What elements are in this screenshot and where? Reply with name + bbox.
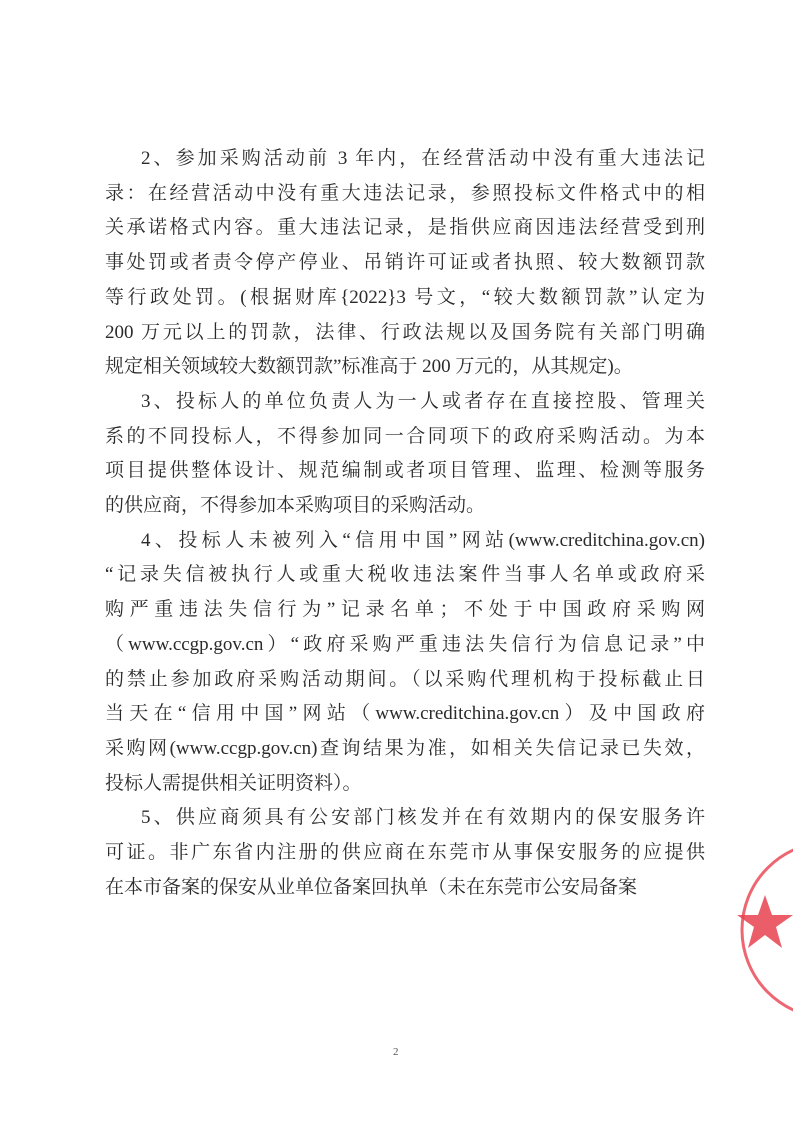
paragraph-line: 5、供应商须具有公安部门核发并在有效期内的保安服务许 [141, 807, 705, 829]
paragraph-line: 的禁止参加政府采购活动期间。（以采购代理机构于投标截止日 [105, 668, 705, 690]
paragraph-line: 关承诺格式内容。重大违法记录，是指供应商因违法经营受到刑 [105, 217, 705, 239]
paragraph-line: 4、投标人未被列入“信用中国”网站(www.creditchina.gov.cn) [141, 529, 705, 551]
paragraph-line: 购严重违法失信行为”记录名单；不处于中国政府采购网 [105, 599, 705, 621]
paragraph-line: 可证。非广东省内注册的供应商在东莞市从事保安服务的应提供 [105, 842, 705, 863]
paragraph-line: 系的不同投标人，不得参加同一合同项下的政府采购活动。为本 [105, 425, 705, 447]
paragraph-line: 3、投标人的单位负责人为一人或者存在直接控股、管理关 [141, 390, 705, 412]
paragraph-line: 投标人需提供相关证明资料）。 [105, 772, 362, 794]
paragraph-line: 采购网(www.ccgp.gov.cn)查询结果为准，如相关失信记录已失效， [105, 737, 705, 759]
paragraph-line: 规定相关领域较大数额罚款”标准高于 200 万元的，从其规定)。 [105, 356, 633, 378]
paragraph-line: 事处罚或者责令停产停业、吊销许可证或者执照、较大数额罚款 [105, 252, 705, 274]
paragraph-line: “记录失信被执行人或重大税收违法案件当事人名单或政府采 [105, 564, 705, 586]
paragraph-line: 200 万元以上的罚款，法律、行政法规以及国务院有关部门明确 [105, 321, 705, 343]
paragraph-line: 录：在经营活动中没有重大违法记录，参照投标文件格式中的相 [105, 182, 705, 204]
company-seal-stamp [735, 840, 793, 1020]
paragraph-line: 2、参加采购活动前 3 年内，在经营活动中没有重大违法记 [141, 148, 705, 169]
paragraph-line: 在本市备案的保安从业单位备案回执单（未在东莞市公安局备案 [105, 876, 638, 898]
paragraph-line: （www.ccgp.gov.cn）“政府采购严重违法失信行为信息记录”中 [105, 633, 705, 655]
paragraph-line: 项目提供整体设计、规范编制或者项目管理、监理、检测等服务 [105, 460, 705, 482]
paragraph-line: 的供应商，不得参加本采购项目的采购活动。 [105, 495, 486, 516]
paragraph-line: 等行政处罚。(根据财库{2022}3 号文，“较大数额罚款”认定为 [105, 286, 705, 308]
page-number: 2 [393, 1046, 399, 1058]
paragraph-line: 当天在“信用中国”网站（www.creditchina.gov.cn）及中国政府 [105, 703, 705, 725]
